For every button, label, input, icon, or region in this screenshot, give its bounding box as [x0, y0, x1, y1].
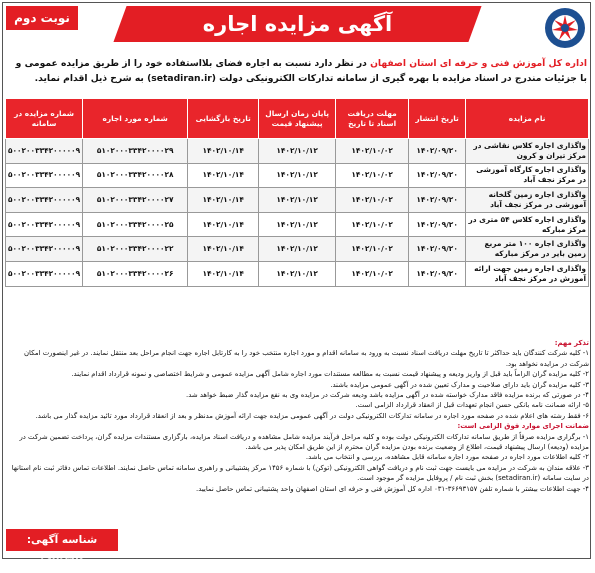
cell-bid-deadline: ۱۴۰۲/۱۰/۱۲	[259, 163, 336, 188]
table-row	[6, 212, 589, 237]
note-item: ۶- فقط رشته های اعلام شده در صفحه مورد اجاره در سامانه تدارکات الکترونیکی دولت در آگهی عمومی مزایده جهت ارائه آموزش مدنظر و بعد از انعقاد قرارداد مورد تائید مزایده گذار می باشد.	[35, 411, 589, 420]
note-item: ۲- کلیه مزایده گران الزاماً باید قبل از واریز ودیعه و پیشنهاد قیمت نسبت به مطالعه مستندات مورد اجاره شامل آگهی مزایده عمومی و شرایط اختصاصی و نمونه قرارداد اقدام نمایند.	[71, 370, 589, 379]
table-row	[6, 237, 589, 262]
guarantee-item: ۴- جهت اطلاعات بیشتر با شماره تلفن ۳۶۶۹۳۱۵۷-۰۳۱ اداره کل آموزش فنی و حرفه ای استان اصفهان واحد پشتیبانی تماس حاصل نمایید.	[196, 484, 589, 493]
ad-id-badge: شناسه آگهی: ۱۶۲۱۳۲۵	[6, 529, 118, 551]
cell-system-number: ۵۰۰۲۰۰۳۳۴۲۰۰۰۰۰۹	[6, 212, 83, 237]
cell-lease-number: ۵۱۰۲۰۰۰۳۳۴۲۰۰۰۰۲۲	[83, 237, 188, 262]
cell-lease-number: ۵۱۰۲۰۰۰۳۳۴۲۰۰۰۰۲۸	[83, 163, 188, 188]
cell-system-number: ۵۰۰۲۰۰۳۳۴۲۰۰۰۰۰۹	[6, 237, 83, 262]
header-auction-name: نام مزایده	[466, 99, 589, 139]
cell-system-number: ۵۰۰۲۰۰۳۳۴۲۰۰۰۰۰۹	[6, 188, 83, 213]
cell-docs-deadline: ۱۴۰۲/۱۰/۰۲	[336, 237, 409, 262]
cell-opening-date: ۱۴۰۲/۱۰/۱۴	[188, 237, 259, 262]
cell-docs-deadline: ۱۴۰۲/۱۰/۰۲	[336, 261, 409, 286]
notes-section	[6, 338, 589, 494]
cell-system-number: ۵۰۰۲۰۰۳۳۴۲۰۰۰۰۰۹	[6, 261, 83, 286]
cell-publish-date: ۱۴۰۲/۰۹/۲۰	[409, 163, 466, 188]
table-row	[6, 163, 589, 188]
cell-docs-deadline: ۱۴۰۲/۱۰/۰۲	[336, 212, 409, 237]
cell-opening-date: ۱۴۰۲/۱۰/۱۴	[188, 212, 259, 237]
header-publish-date: تاریخ انتشار	[409, 99, 466, 139]
round-badge: نوبت دوم	[6, 6, 78, 30]
cell-auction-name: واگذاری اجاره زمین جهت ارائه آموزش در مرکز نجف آباد	[466, 261, 589, 286]
header-docs-deadline: مهلت دریافت اسناد تا تاریخ	[336, 99, 409, 139]
guarantee-item: ۲- کلیه اطلاعات مورد اجاره در صفحه مورد اجاره سامانه قابل مشاهده، بررسی و انتخاب می باشد.	[305, 453, 589, 462]
cell-auction-name: واگذاری اجاره کارگاه آموزشی در مرکز نجف آباد	[466, 163, 589, 188]
guarantee-item: ۱- برگزاری مزایده صرفاً از طریق سامانه تدارکات الکترونیکی دولت بوده و کلیه مراحل فرآیند مزایده شامل مشاهده و دریافت اسناد مزایده، بارگزاری مستندات مزایده گران، پرداخت تضمین شرکت در مزایده (ودیعه) ارسال پیشنهاد قیمت، اطلاع از وضعیت برنده بودن مزایده گران محترم از این طریق امکان پذیر می باشد.	[19, 432, 589, 452]
organization-logo-icon	[543, 6, 587, 50]
note-item: ۴- در صورتی که برنده مزایده فاقد مدارک خواسته شده در آگهی مزایده باشد ودیعه شرکت در مزایده وی به نفع مزایده گذار ضبط خواهد شد.	[186, 391, 589, 400]
organization-name: اداره کل آموزش فنی و حرفه ای استان اصفهان	[370, 58, 587, 69]
notes-heading: تذکر مهم:	[554, 339, 589, 347]
cell-opening-date: ۱۴۰۲/۱۰/۱۴	[188, 261, 259, 286]
cell-bid-deadline: ۱۴۰۲/۱۰/۱۲	[259, 237, 336, 262]
cell-lease-number: ۵۱۰۲۰۰۰۳۳۴۲۰۰۰۰۲۵	[83, 212, 188, 237]
cell-lease-number: ۵۱۰۲۰۰۰۳۳۴۲۰۰۰۰۲۹	[83, 139, 188, 164]
cell-auction-name: واگذاری اجاره کلاس نقاشی در مرکز تیران و کرون	[466, 139, 589, 164]
cell-docs-deadline: ۱۴۰۲/۱۰/۰۲	[336, 188, 409, 213]
cell-publish-date: ۱۴۰۲/۰۹/۲۰	[409, 237, 466, 262]
header-system-number: شماره مزایده در سامانه	[6, 99, 83, 139]
cell-opening-date: ۱۴۰۲/۱۰/۱۴	[188, 188, 259, 213]
table-row	[6, 261, 589, 286]
intro-paragraph	[8, 56, 587, 86]
cell-lease-number: ۵۱۰۲۰۰۰۳۳۴۲۰۰۰۰۲۷	[83, 188, 188, 213]
table-header-row	[6, 99, 589, 139]
cell-opening-date: ۱۴۰۲/۱۰/۱۴	[188, 139, 259, 164]
note-item: ۱- کلیه شرکت کنندگان باید حداکثر تا تاریخ مهلت دریافت اسناد نسبت به ورود به سامانه اقدام و مورد اجاره منتخب خود را به کارتابل اجاره جهت انجام مراحل بعد منتقل نمایند. در غیر اینصورت امکان شرکت در مزایده نخواهد بود.	[23, 349, 589, 368]
cell-opening-date: ۱۴۰۲/۱۰/۱۴	[188, 163, 259, 188]
cell-lease-number: ۵۱۰۲۰۰۰۳۳۴۲۰۰۰۰۲۶	[83, 261, 188, 286]
intro-text: در نظر دارد نسبت به اجاره فضای بلااستفاده خود را از طریق مزایده عمومی و با جزئیات مندرج در اسناد مزایده با بهره گیری از سامانه تدارکات الکترونیکی دولت (setadiran.ir) به شرح ذیل اقدام نماید.	[15, 58, 587, 84]
auction-table	[5, 98, 589, 287]
note-item: ۳- کلیه مزایده گران باید دارای صلاحیت و مدارک تعیین شده در آگهی عمومی مزایده باشند.	[330, 380, 589, 389]
note-item: ۵- ارائه ضمانت نامه بانکی حسن انجام تعهدات قبل از انعقاد قرارداد الزامی است.	[355, 401, 589, 410]
cell-system-number: ۵۰۰۲۰۰۳۳۴۲۰۰۰۰۰۹	[6, 139, 83, 164]
header-opening-date: تاریخ بازگشایی	[188, 99, 259, 139]
cell-system-number: ۵۰۰۲۰۰۳۳۴۲۰۰۰۰۰۹	[6, 163, 83, 188]
cell-auction-name: واگذاری اجاره ۱۰۰ متر مربع زمین بایر در مرکز مبارکه	[466, 237, 589, 262]
page-title: آگهی مزایده اجاره	[202, 12, 393, 36]
guarantee-heading: ضمانت اجرای موارد فوق الزامی است:	[457, 422, 589, 431]
cell-publish-date: ۱۴۰۲/۰۹/۲۰	[409, 188, 466, 213]
guarantee-item: ۳- علاقه مندان به شرکت در مزایده می بایست جهت ثبت نام و دریافت گواهی الکترونیکی (توکن) با شماره ۱۴۵۶ مرکز پشتیبانی و راهبری سامانه تماس حاصل نمایند. اطلاعات تماس دفاتر ثبت نام استانها در سایت سامانه (setadiran.ir) بخش ثبت نام / پروفایل مزایده گر موجود است.	[11, 463, 589, 483]
table-row	[6, 188, 589, 213]
cell-bid-deadline: ۱۴۰۲/۱۰/۱۲	[259, 188, 336, 213]
cell-bid-deadline: ۱۴۰۲/۱۰/۱۲	[259, 261, 336, 286]
cell-bid-deadline: ۱۴۰۲/۱۰/۱۲	[259, 212, 336, 237]
cell-auction-name: واگذاری اجاره کلاس ۵۴ متری در مرکز مبارکه	[466, 212, 589, 237]
table-row	[6, 139, 589, 164]
cell-bid-deadline: ۱۴۰۲/۱۰/۱۲	[259, 139, 336, 164]
cell-publish-date: ۱۴۰۲/۰۹/۲۰	[409, 212, 466, 237]
cell-docs-deadline: ۱۴۰۲/۱۰/۰۲	[336, 139, 409, 164]
cell-docs-deadline: ۱۴۰۲/۱۰/۰۲	[336, 163, 409, 188]
cell-publish-date: ۱۴۰۲/۰۹/۲۰	[409, 139, 466, 164]
header-lease-number: شماره مورد اجاره	[83, 99, 188, 139]
header-bid-deadline: پایان زمان ارسال پیشنهاد قیمت	[259, 99, 336, 139]
cell-auction-name: واگذاری اجاره زمین گلخانه آموزشی در مرکز نجف آباد	[466, 188, 589, 213]
cell-publish-date: ۱۴۰۲/۰۹/۲۰	[409, 261, 466, 286]
